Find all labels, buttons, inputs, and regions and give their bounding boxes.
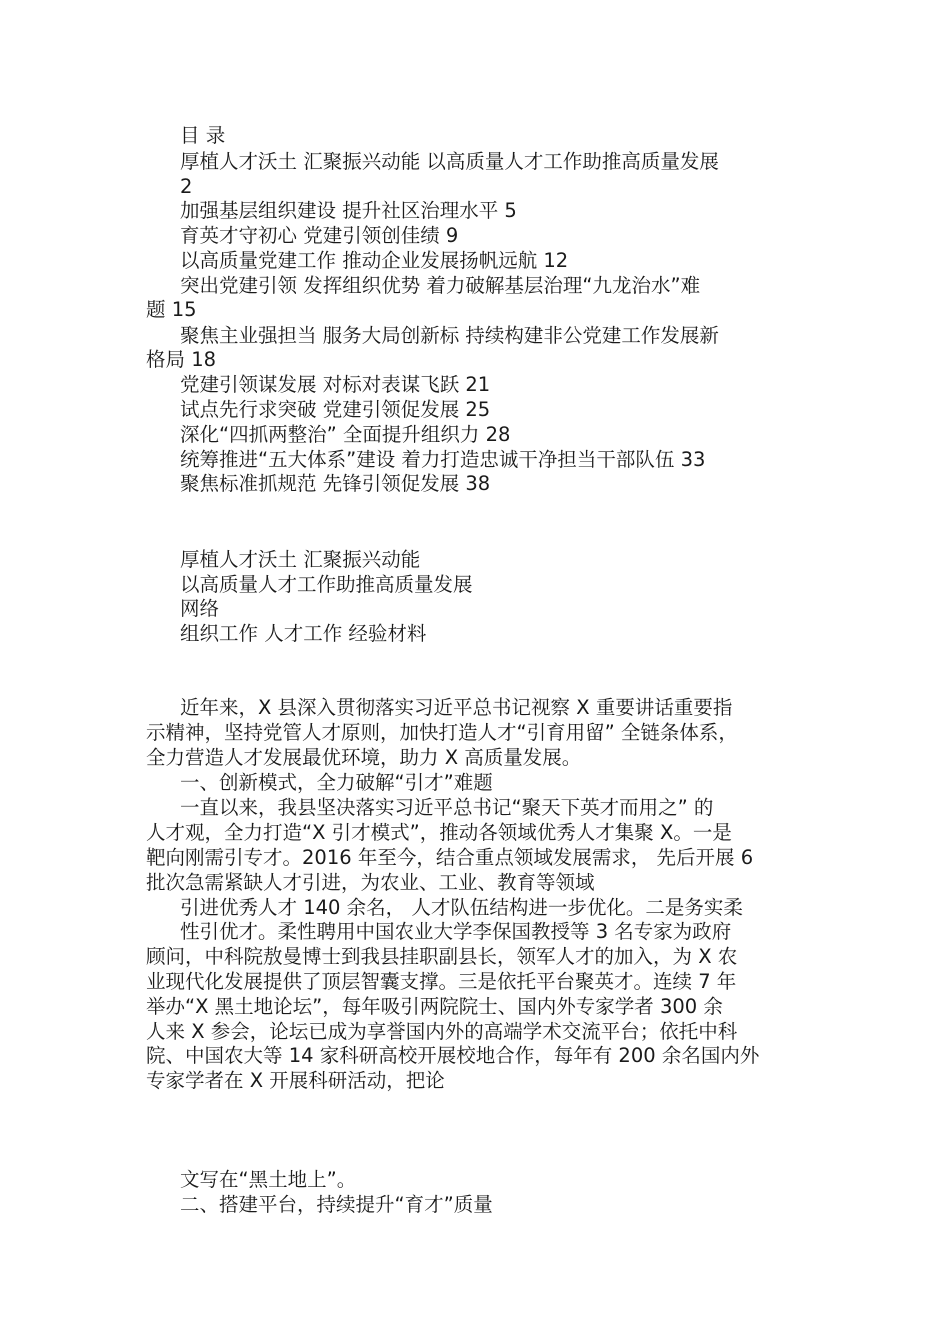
paragraph-line: 文写在“黑土地上”。	[180, 1168, 357, 1191]
article-source: 网络	[180, 597, 220, 620]
paragraph-line: 人来 X 参会，论坛已成为享誉国内外的高端学术交流平台；依托中科	[146, 1020, 738, 1043]
article-heading: 厚植人才沃土 汇聚振兴动能	[180, 548, 421, 571]
toc-entry[interactable]: 深化“四抓两整治” 全面提升组织力 28	[180, 423, 511, 446]
paragraph-line: 靶向刚需引专才。2016 年至今，结合重点领域发展需求， 先后开展 6	[146, 846, 754, 869]
paragraph-line: 举办“X 黑土地论坛”，每年吸引两院院士、国内外专家学者 300 余	[146, 995, 723, 1018]
section-heading: 一、创新模式，全力破解“引才”难题	[180, 771, 493, 794]
paragraph-line: 业现代化发展提供了顶层智囊支撑。三是依托平台聚英才。连续 7 年	[146, 970, 737, 993]
section-heading: 二、搭建平台，持续提升“育才”质量	[180, 1193, 493, 1216]
paragraph-line: 全力营造人才发展最优环境，助力 X 高质量发展。	[146, 746, 582, 769]
toc-entry[interactable]: 加强基层组织建设 提升社区治理水平 5	[180, 199, 517, 222]
toc-entry-page[interactable]: 题 15	[146, 298, 197, 321]
paragraph-line: 批次急需紧缺人才引进，为农业、工业、教育等领域	[146, 871, 595, 894]
toc-title: 目 录	[180, 124, 226, 147]
toc-entry[interactable]: 厚植人才沃土 汇聚振兴动能 以高质量人才工作助推高质量发展	[180, 150, 719, 173]
paragraph-line: 院、中国农大等 14 家科研高校开展校地合作，每年有 200 余名国内外	[146, 1044, 760, 1067]
toc-entry[interactable]: 聚焦标准抓规范 先锋引领促发展 38	[180, 472, 491, 495]
paragraph-line: 专家学者在 X 开展科研活动，把论	[146, 1069, 445, 1092]
paragraph-line: 一直以来，我县坚决落实习近平总书记“聚天下英才而用之” 的	[180, 796, 714, 819]
paragraph-line: 示精神，坚持党管人才原则，加快打造人才“引育用留” 全链条体系，	[146, 721, 738, 744]
paragraph-line: 引进优秀人才 140 余名， 人才队伍结构进一步优化。二是务实柔	[180, 896, 743, 919]
article-tags: 组织工作 人才工作 经验材料	[180, 622, 427, 645]
toc-entry[interactable]: 试点先行求突破 党建引领促发展 25	[180, 398, 491, 421]
toc-entry[interactable]: 突出党建引领 发挥组织优势 着力破解基层治理“九龙治水”难	[180, 274, 701, 297]
toc-entry[interactable]: 统筹推进“五大体系”建设 着力打造忠诚干净担当干部队伍 33	[180, 448, 706, 471]
paragraph-line: 近年来，X 县深入贯彻落实习近平总书记视察 X 重要讲话重要指	[180, 696, 733, 719]
paragraph-line: 人才观，全力打造“X 引才模式”，推动各领域优秀人才集聚 X。一是	[146, 821, 732, 844]
toc-entry[interactable]: 党建引领谋发展 对标对表谋飞跃 21	[180, 373, 491, 396]
toc-entry-page[interactable]: 2	[180, 175, 193, 198]
toc-entry[interactable]: 育英才守初心 党建引领创佳绩 9	[180, 224, 459, 247]
toc-entry[interactable]: 聚焦主业强担当 服务大局创新标 持续构建非公党建工作发展新	[180, 324, 719, 347]
paragraph-line: 顾问，中科院敖曼博士到我县挂职副县长，领军人才的加入，为 X 农	[146, 945, 738, 968]
article-subheading: 以高质量人才工作助推高质量发展	[180, 573, 473, 596]
toc-entry-page[interactable]: 格局 18	[146, 348, 217, 371]
toc-entry[interactable]: 以高质量党建工作 推动企业发展扬帆远航 12	[180, 249, 569, 272]
paragraph-line: 性引优才。柔性聘用中国农业大学李保国教授等 3 名专家为政府	[180, 920, 732, 943]
